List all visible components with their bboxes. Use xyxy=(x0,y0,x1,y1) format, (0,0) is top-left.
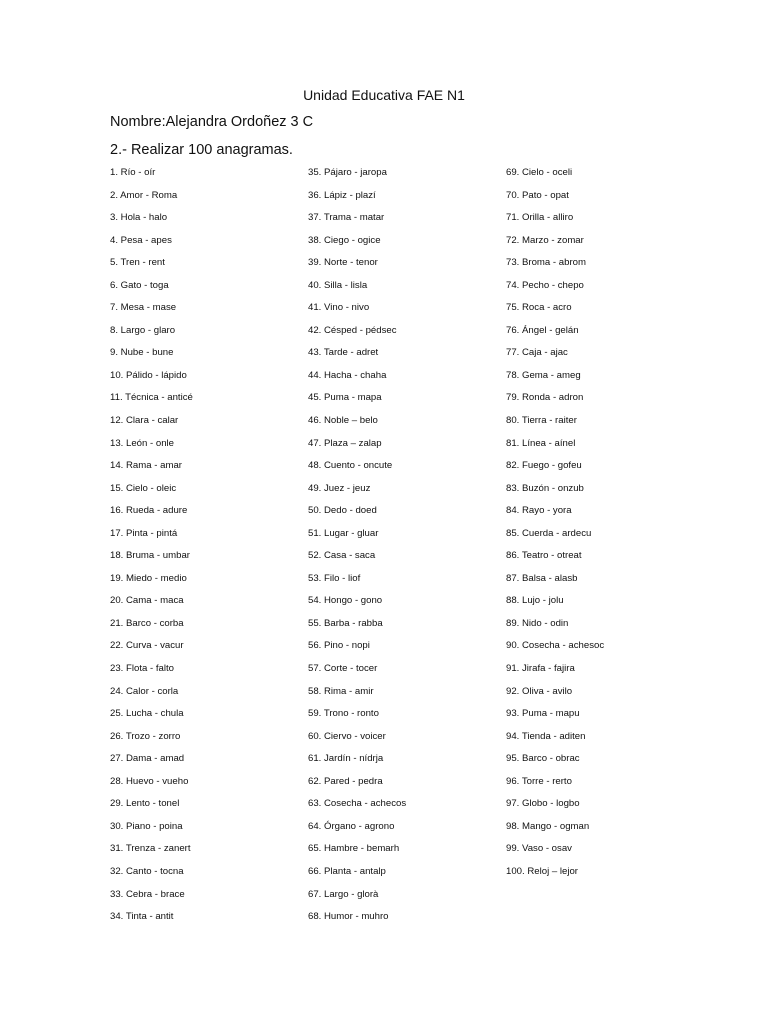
anagram-list-item: 62. Pared - pedra xyxy=(308,775,383,787)
student-name-line: Nombre:Alejandra Ordoñez 3 C xyxy=(110,114,314,130)
anagram-list-item: 91. Jirafa - fajira xyxy=(506,663,575,675)
anagram-column-1 xyxy=(110,166,300,933)
anagram-list-item: 51. Lugar - gluar xyxy=(308,527,379,539)
anagram-list-item: 60. Ciervo - voicer xyxy=(308,730,386,742)
anagram-list-item: 11. Técnica - anticé xyxy=(110,392,193,404)
anagram-list-item: 63. Cosecha - achecos xyxy=(308,798,407,810)
document-title: Unidad Educativa FAE N1 xyxy=(303,87,465,103)
anagram-list-item: 4. Pesa - apes xyxy=(110,234,172,246)
anagram-list-item: 45. Puma - mapa xyxy=(308,392,382,404)
anagram-list-item: 96. Torre - rerto xyxy=(506,775,572,787)
anagram-list-item: 47. Plaza – zalap xyxy=(308,437,382,449)
anagram-list-item: 12. Clara - calar xyxy=(110,415,179,427)
anagram-list-item: 97. Globo - logbo xyxy=(506,798,580,810)
anagram-list-item: 21. Barco - corba xyxy=(110,617,184,629)
anagram-list-item: 77. Caja - ajac xyxy=(506,347,568,359)
anagram-list-item: 46. Noble – belo xyxy=(308,415,378,427)
anagram-list-item: 93. Puma - mapu xyxy=(506,708,580,720)
anagram-list-item: 19. Miedo - medio xyxy=(110,572,187,584)
anagram-list-item: 28. Huevo - vueho xyxy=(110,775,189,787)
anagram-list-item: 48. Cuento - oncute xyxy=(308,460,393,472)
anagram-list-item: 81. Línea - aínel xyxy=(506,437,576,449)
anagram-list-item: 89. Nido - odin xyxy=(506,617,569,629)
anagram-list-item: 41. Vino - nivo xyxy=(308,302,370,314)
anagram-list-item: 25. Lucha - chula xyxy=(110,708,184,720)
anagram-list-item: 30. Piano - poina xyxy=(110,820,183,832)
anagram-list-item: 92. Oliva - avilo xyxy=(506,685,573,697)
anagram-list-item: 3. Hola - halo xyxy=(110,212,168,224)
anagram-list-item: 69. Cielo - oceli xyxy=(506,167,573,178)
anagram-column-3 xyxy=(506,166,696,888)
task-instruction: 2.- Realizar 100 anagramas. xyxy=(110,142,293,158)
anagram-list-item: 35. Pájaro - jaropa xyxy=(308,167,387,178)
anagram-list-item: 94. Tienda - aditen xyxy=(506,730,586,742)
anagram-list-item: 75. Roca - acro xyxy=(506,302,572,314)
anagram-list-item: 90. Cosecha - achesoc xyxy=(506,640,605,652)
anagram-list-item: 20. Cama - maca xyxy=(110,595,184,607)
anagram-list-item: 78. Gema - ameg xyxy=(506,369,581,381)
anagram-list-item: 43. Tarde - adret xyxy=(308,347,379,359)
anagram-list-item: 85. Cuerda - ardecu xyxy=(506,527,592,539)
anagram-list-item: 9. Nube - bune xyxy=(110,347,174,359)
anagram-list-item: 29. Lento - tonel xyxy=(110,798,180,810)
anagram-list-item: 13. León - onle xyxy=(110,437,175,449)
anagram-list-item: 31. Trenza - zanert xyxy=(110,843,191,855)
anagram-list-item: 80. Tierra - raiter xyxy=(506,415,577,427)
anagram-list-item: 39. Norte - tenor xyxy=(308,257,378,269)
anagram-list-item: 67. Largo - glorà xyxy=(308,888,379,900)
anagram-list-item: 98. Mango - ogman xyxy=(506,820,590,832)
anagram-list-item: 74. Pecho - chepo xyxy=(506,279,584,291)
anagram-list-item: 68. Humor - muhro xyxy=(308,911,389,923)
anagram-list-item: 53. Filo - liof xyxy=(308,572,361,584)
anagram-list-item: 73. Broma - abrom xyxy=(506,257,586,269)
anagram-list-item: 55. Barba - rabba xyxy=(308,617,383,629)
anagram-list-item: 50. Dedo - doed xyxy=(308,505,377,517)
anagram-list-item: 82. Fuego - gofeu xyxy=(506,460,582,472)
anagram-list-item: 79. Ronda - adron xyxy=(506,392,584,404)
anagram-list-item: 71. Orilla - alliro xyxy=(506,212,574,224)
anagram-list-item: 26. Trozo - zorro xyxy=(110,730,181,742)
anagram-list-item: 8. Largo - glaro xyxy=(110,324,176,336)
anagram-list-item: 49. Juez - jeuz xyxy=(308,482,371,494)
anagram-list-item: 27. Dama - amad xyxy=(110,753,185,765)
anagram-column-2 xyxy=(308,166,498,933)
anagram-list-item: 38. Ciego - ogice xyxy=(308,234,381,246)
anagram-list-item: 37. Trama - matar xyxy=(308,212,385,224)
anagram-list-item: 58. Rima - amir xyxy=(308,685,374,697)
anagram-list-item: 66. Planta - antalp xyxy=(308,865,386,877)
anagram-list-item: 34. Tinta - antit xyxy=(110,911,174,923)
anagram-list-item: 17. Pinta - pintá xyxy=(110,527,178,539)
anagram-list-item: 64. Órgano - agrono xyxy=(308,820,395,832)
anagram-list-item: 2. Amor - Roma xyxy=(110,189,178,201)
anagram-list-item: 52. Casa - saca xyxy=(308,550,376,562)
anagram-list-item: 95. Barco - obrac xyxy=(506,753,580,765)
anagram-list-item: 14. Rama - amar xyxy=(110,460,182,472)
anagram-list-item: 87. Balsa - alasb xyxy=(506,572,578,584)
anagram-list-item: 44. Hacha - chaha xyxy=(308,369,387,381)
anagram-list-item: 84. Rayo - yora xyxy=(506,505,572,517)
anagram-list-item: 16. Rueda - adure xyxy=(110,505,188,517)
anagram-list-item: 40. Silla - lisla xyxy=(308,279,368,291)
anagram-list-item: 32. Canto - tocna xyxy=(110,865,184,877)
anagram-list-item: 56. Pino - nopi xyxy=(308,640,370,652)
anagram-list-item: 65. Hambre - bemarh xyxy=(308,843,400,855)
anagram-list-item: 88. Lujo - jolu xyxy=(506,595,564,607)
anagram-list-item: 76. Ángel - gelán xyxy=(506,324,579,336)
anagram-list-item: 83. Buzón - onzub xyxy=(506,482,584,494)
anagram-list-item: 6. Gato - toga xyxy=(110,279,169,291)
anagram-list-item: 57. Corte - tocer xyxy=(308,663,378,675)
anagram-list-item: 22. Curva - vacur xyxy=(110,640,184,652)
anagram-list-item: 86. Teatro - otreat xyxy=(506,550,582,562)
anagram-list-item: 15. Cielo - oleic xyxy=(110,482,177,494)
anagram-list-item: 5. Tren - rent xyxy=(110,257,165,269)
anagram-list-item: 10. Pálido - lápido xyxy=(110,369,187,381)
anagram-list-item: 7. Mesa - mase xyxy=(110,302,177,314)
anagram-list-item: 72. Marzo - zomar xyxy=(506,234,584,246)
anagram-list-item: 100. Reloj – lejor xyxy=(506,865,578,877)
anagram-list-item: 18. Bruma - umbar xyxy=(110,550,190,562)
anagram-list-item: 99. Vaso - osav xyxy=(506,843,572,855)
anagram-list-item: 70. Pato - opat xyxy=(506,189,569,201)
anagram-list-item: 36. Lápiz - plazí xyxy=(308,189,376,201)
anagram-list-item: 33. Cebra - brace xyxy=(110,888,185,900)
anagram-list-item: 59. Trono - ronto xyxy=(308,708,379,720)
anagram-list-item: 1. Río - oír xyxy=(110,167,156,178)
anagram-list-item: 23. Flota - falto xyxy=(110,663,174,675)
anagram-list-item: 61. Jardín - nídrja xyxy=(308,753,384,765)
anagram-list-item: 42. Césped - pédsec xyxy=(308,324,397,336)
anagram-list-item: 24. Calor - corla xyxy=(110,685,179,697)
anagram-list-item: 54. Hongo - gono xyxy=(308,595,383,607)
